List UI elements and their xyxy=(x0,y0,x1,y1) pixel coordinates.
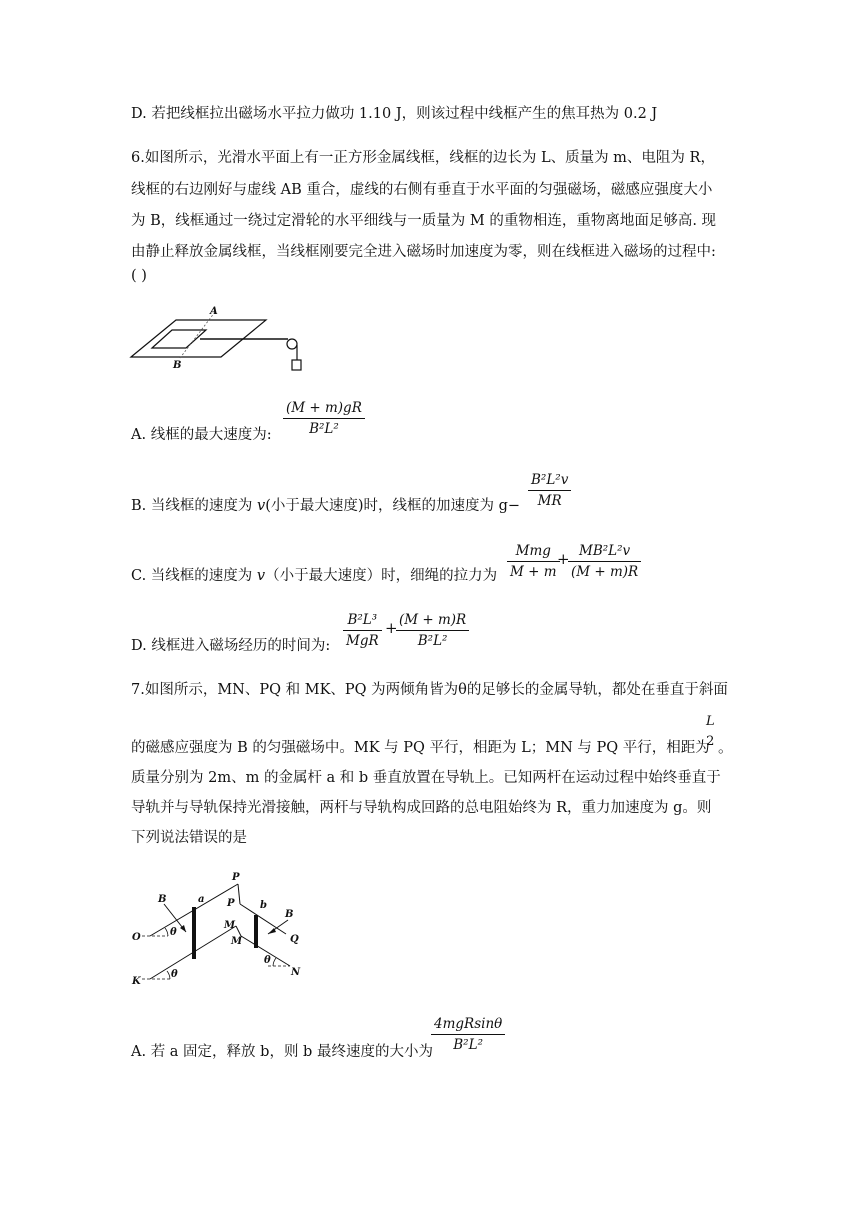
q6-stem-line-4: 由静止释放金属线框，当线框刚要完全进入磁场时加速度为零，则在线框进入磁场的过程中: xyxy=(131,244,716,260)
q7-fig-label-a: a xyxy=(198,894,205,905)
q7-fig-label-o: O xyxy=(132,932,141,943)
q6-fig-label-a: A xyxy=(210,306,218,317)
q7-inline-frac-tail: 。 xyxy=(718,738,734,756)
q7-stem-line-2-text: 的磁感应强度为 B 的匀强磁场中。MK 与 PQ 平行，相距为 L；MN 与 PQ 平行，相距为 xyxy=(131,740,710,756)
q6-option-c-f1-num: Mmg xyxy=(507,541,560,562)
q6-option-a-num: (M + m)gR xyxy=(283,398,365,419)
q6-option-d-fraction-1 xyxy=(343,610,382,651)
q7-fig-label-p2: P xyxy=(227,898,235,909)
q7-fig-label-theta3: θ xyxy=(264,955,271,966)
q7-fig-label-b2: B xyxy=(285,909,294,920)
q7-fig-label-n: N xyxy=(291,967,301,978)
q6-option-b-num: B²L²v xyxy=(528,470,571,491)
q6-figure xyxy=(128,302,308,382)
q6-option-a: A. 线框的最大速度为: xyxy=(131,427,272,443)
q6-option-c-fraction-2 xyxy=(568,541,641,582)
q6-option-b-den: MR xyxy=(537,493,562,509)
q6-stem-line-3: 为 B，线框通过一绕过定滑轮的水平细线与一质量为 M 的重物相连，重物离地面足够高. 现 xyxy=(131,213,717,229)
q6-option-d: D. 线框进入磁场经历的时间为: xyxy=(131,638,331,654)
q6-option-b-v: v xyxy=(256,498,266,514)
q7-option-a-fraction xyxy=(431,1014,505,1055)
q7-figure xyxy=(128,862,318,992)
q7-fig-label-theta2: θ xyxy=(171,969,178,980)
q6-option-d-fraction-2 xyxy=(396,610,469,651)
q6-option-b xyxy=(131,496,520,516)
q7-option-a-den: B²L² xyxy=(453,1037,483,1053)
q7-option-a: A. 若 a 固定，释放 b，则 b 最终速度的大小为 xyxy=(131,1044,433,1060)
q6-option-c-post: （小于最大速度）时，细绳的拉力为 xyxy=(265,568,498,584)
q7-stem-line-4: 导轨并与导轨保持光滑接触，两杆与导轨构成回路的总电阻始终为 R，重力加速度为 g。则 xyxy=(131,800,712,816)
q7-option-a-num: 4mgRsinθ xyxy=(431,1014,505,1035)
q6-option-c xyxy=(131,566,497,586)
q7-inline-fraction xyxy=(703,712,718,752)
q6-stem-line-2: 线框的右边刚好与虚线 AB 重合，虚线的右侧有垂直于水平面的匀强磁场，磁感应强度大小 xyxy=(131,182,713,198)
q6-option-d-f1-den: MgR xyxy=(346,633,379,649)
q6-option-d-plus: + xyxy=(385,619,398,637)
q6-option-c-plus: + xyxy=(557,550,570,568)
q7-fig-label-k: K xyxy=(132,976,141,987)
q6-option-a-fraction xyxy=(283,398,365,439)
q7-stem-line-2 xyxy=(131,738,710,758)
q6-option-b-pre: B. 当线框的速度为 xyxy=(131,498,257,514)
q7-inline-frac-den: 2 xyxy=(706,734,715,749)
q6-option-b-post: (小于最大速度)时，线框的加速度为 g− xyxy=(265,498,521,514)
q7-fig-label-q: Q xyxy=(290,934,299,945)
q5-option-d: D. 若把线框拉出磁场水平拉力做功 1.10 J，则该过程中线框产生的焦耳热为 0.2 J xyxy=(131,106,658,122)
q6-option-d-f2-den: B²L² xyxy=(417,633,448,649)
q6-option-c-fraction-1 xyxy=(507,541,560,582)
q7-stem-line-1: 7.如图所示，MN、PQ 和 MK、PQ 为两倾角皆为θ的足够长的金属导轨，都处在垂直于斜面 xyxy=(131,682,728,698)
q6-option-d-f2-num: (M + m)R xyxy=(396,610,469,631)
q6-option-d-f1-num: B²L³ xyxy=(343,610,382,631)
q7-fig-label-p1: P xyxy=(232,872,240,883)
q6-option-b-fraction xyxy=(528,470,571,511)
q7-fig-label-b1: B xyxy=(158,894,167,905)
q6-fig-label-b: B xyxy=(173,360,182,371)
q6-option-c-f1-den: M + m xyxy=(510,564,557,580)
q6-stem-line-1: 6.如图所示，光滑水平面上有一正方形金属线框，线框的边长为 L、质量为 m、电阻为 R， xyxy=(131,150,715,166)
q6-option-c-f2-num: MB²L²v xyxy=(568,541,641,562)
q7-fig-label-m2: M xyxy=(231,936,243,947)
q6-stem-line-5: ( ) xyxy=(131,268,147,284)
q7-fig-label-theta1: θ xyxy=(170,927,177,938)
q6-option-c-f2-den: (M + m)R xyxy=(571,564,639,580)
q7-fig-label-b: b xyxy=(260,900,267,911)
q7-fig-label-m1: M xyxy=(224,920,236,931)
q6-option-c-v: v xyxy=(256,568,266,584)
q7-inline-frac-num: L xyxy=(706,714,715,729)
q7-stem-line-3: 质量分别为 2m、m 的金属杆 a 和 b 垂直放置在导轨上。已知两杆在运动过程中始终垂直于 xyxy=(131,770,721,786)
q7-stem-line-5: 下列说法错误的是 xyxy=(131,830,247,846)
q6-option-a-den: B²L² xyxy=(309,421,339,437)
q6-option-c-pre: C. 当线框的速度为 xyxy=(131,568,257,584)
